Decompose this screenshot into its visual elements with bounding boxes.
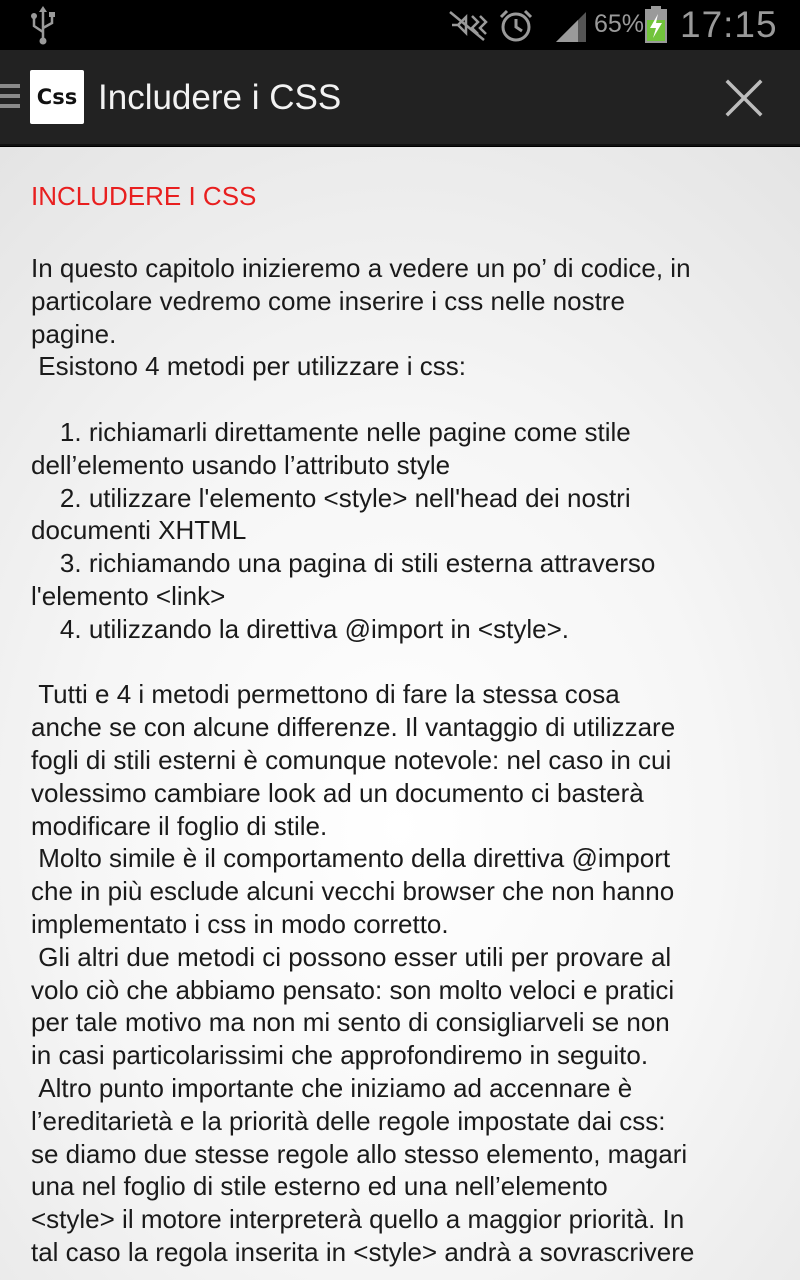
text-line: tal caso la regola inserita in <style> andrà a sovrascrivere	[31, 1236, 695, 1267]
list-line: 1. richiamarli direttamente nelle pagine come stile	[31, 416, 631, 447]
text-line: In questo capitolo inizieremo a vedere un po’ di codice, in	[31, 253, 691, 283]
text-line: Altro punto importante che iniziamo ad accennare è	[31, 1072, 633, 1103]
app-icon[interactable]: Css	[30, 70, 84, 124]
text-line: per tale motivo ma non mi sento di consigliarveli se non	[31, 1007, 670, 1038]
text-line: modificare il foglio di stile.	[31, 810, 328, 841]
text-line: in casi particolarissimi che approfondiremo in seguito.	[31, 1040, 649, 1071]
text-line: che in più esclude alcuni vecchi browser che non hanno	[31, 876, 675, 907]
battery-percent: 65%	[594, 10, 645, 38]
text-line: Tutti e 4 i metodi permettono di fare la stessa cosa	[31, 679, 620, 710]
action-bar	[0, 50, 800, 146]
text-line: una nel foglio di stile esterno ed una nell’elemento	[31, 1171, 608, 1202]
text-line: volo ciò che abbiamo pensato: son molto veloci e pratici	[31, 974, 675, 1005]
alarm-icon	[498, 8, 534, 44]
text-line: pagine.	[31, 318, 117, 349]
text-line: Molto simile è il comportamento della direttiva @import	[31, 843, 671, 874]
text-line: Gli altri due metodi ci possono esser utili per provare al	[31, 941, 672, 972]
list-line: 2. utilizzare l'elemento <style> nell'head dei nostri	[31, 482, 631, 513]
status-bar	[0, 0, 800, 50]
usb-icon	[28, 6, 58, 46]
text-line: fogli di stili esterni è comunque notevole: nel caso in cui	[31, 744, 672, 775]
close-icon	[724, 78, 764, 118]
list-line: dell’elemento usando l’attributo style	[31, 449, 451, 480]
text-line: volessimo cambiare look ad un documento ci basterà	[31, 777, 644, 808]
text-line: se diamo due stesse regole allo stesso elemento, magari	[31, 1138, 688, 1169]
battery-charging-icon	[644, 6, 668, 44]
signal-icon	[554, 8, 588, 44]
close-button[interactable]	[716, 70, 772, 126]
drawer-menu-icon[interactable]	[0, 84, 20, 114]
text-line: l’ereditarietà e la priorità delle regole impostate dai css:	[31, 1105, 666, 1136]
text-line: <style> il motore interpreterà quello a maggior priorità. In	[31, 1204, 685, 1235]
text-line: implementato i css in modo corretto.	[31, 908, 449, 939]
section-heading: INCLUDERE I CSS	[31, 181, 257, 211]
text-line: anche se con alcune differenze. Il vantaggio di utilizzare	[31, 712, 676, 743]
text-line: Esistono 4 metodi per utilizzare i css:	[31, 351, 466, 382]
list-line: 4. utilizzando la direttiva @import in <style>.	[31, 613, 569, 644]
list-line: documenti XHTML	[31, 515, 247, 546]
text-line: particolare vedremo come inserire i css nelle nostre	[31, 285, 625, 316]
list-line: l'elemento <link>	[31, 580, 226, 611]
page-title: Includere i CSS	[98, 78, 342, 117]
article-text	[31, 252, 771, 1269]
silent-mode-icon	[448, 8, 488, 42]
article-content[interactable]	[0, 147, 800, 1280]
clock: 17:15	[680, 4, 778, 45]
list-line: 3. richiamando una pagina di stili esterna attraverso	[31, 548, 656, 579]
